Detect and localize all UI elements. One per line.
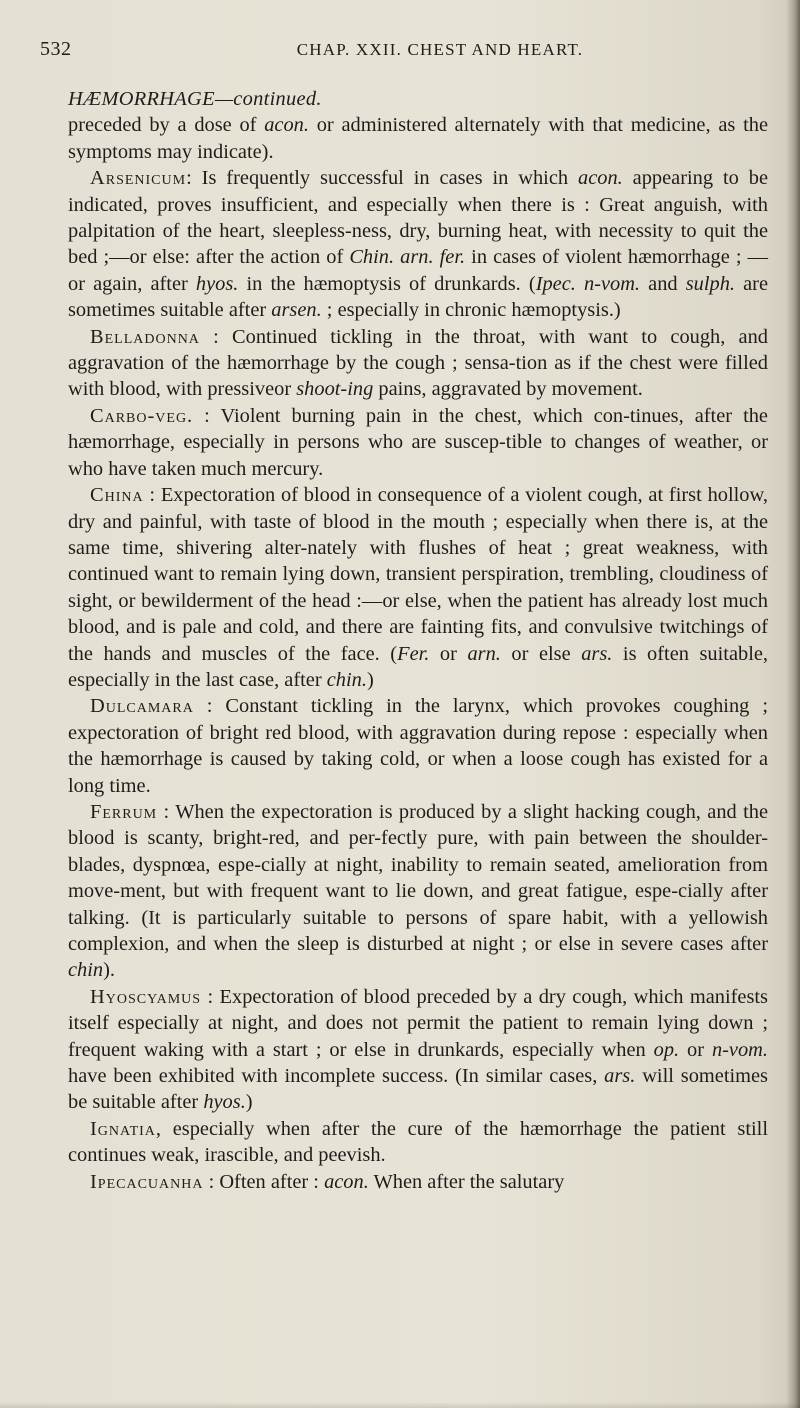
text-run: in cases of violent hæmorrhage ; —or again, after: [68, 246, 768, 295]
text-run: and: [640, 272, 686, 295]
italic-run: hyos.: [195, 272, 239, 295]
text-run: : Is frequently successful in cases in which: [186, 167, 578, 190]
intro-paragraph: [68, 112, 768, 165]
text-run: : Expectoration of blood in consequence of a violent cough, at first hollow, dry and painful, with taste of blood in the mouth ; especially when there is, at the same time, shivering alter-nately with flushes of heat ; great weakness, with continued want to remain lying down, transient perspiration, trembling, cloudiness of sight, or bewilderment of the head :—or else, when the patient has already lost much blood, and is pale and cold, and there are fainting fits, and convulsive twitchings of the hands and muscles of the face. (: [68, 484, 768, 665]
page-body: [68, 86, 768, 1195]
text-run: , especially when after the cure of the hæmorrhage the patient still continues weak, irascible, and peevish.: [68, 1117, 768, 1167]
italic-run: Fer.: [397, 642, 430, 665]
page-bottom-shade: [0, 1402, 800, 1408]
remedy-entry-ipecacuanha: [68, 1169, 768, 1195]
text-run: ): [366, 668, 374, 691]
italic-run: chin: [68, 959, 104, 982]
text-run: : Violent burning pain in the chest, which con-tinues, after the hæmorrhage, especially in persons who are suscep-tible to changes of weather, or who have taken much mercury.: [68, 404, 768, 480]
italic-run: arsen.: [271, 299, 322, 322]
text-run: or else: [500, 642, 582, 665]
remedy-name: Carbo-veg.: [90, 404, 194, 427]
italic-run: op.: [653, 1038, 680, 1061]
text-run: : Often after :: [203, 1170, 325, 1193]
italic-run: arn.: [467, 642, 501, 665]
remedy-name: Dulcamara: [90, 695, 194, 718]
section-title: HÆMORRHAGE—continued.: [68, 88, 322, 110]
italic-run: acon.: [324, 1170, 369, 1193]
text-run: is often suitable, especially in the last case, after: [68, 642, 769, 691]
italic-run: chin.: [326, 668, 367, 691]
section-heading: [68, 86, 768, 112]
text-run: : Continued tickling in the throat, with want to cough, and aggravation of the hæmorrhage by the cough ; sensa-tion as if the chest were filled with blood, with pressiveor: [68, 325, 768, 401]
remedy-name: Arsenicum: [90, 167, 187, 190]
italic-run: n-vom.: [711, 1038, 768, 1061]
text-run: or: [679, 1038, 712, 1061]
text-run: have been exhibited with incomplete success. (In similar cases,: [68, 1065, 605, 1088]
text-run: ; especially in chronic hæmoptysis.): [321, 299, 621, 322]
italic-run: acon.: [264, 114, 309, 137]
remedy-entry-ignatia: [68, 1116, 768, 1169]
italic-run: shoot-ing: [296, 378, 374, 401]
text-run: : Constant tickling in the larynx, which provokes coughing ; expectoration of bright red blood, with aggravation during repose : especially when the hæmorrhage is caused by taking cold, or when a loose cough has existed for a long time.: [68, 695, 768, 797]
italic-run: Ipec. n-vom.: [535, 272, 641, 295]
text-run: pains, aggravated by movement.: [373, 378, 643, 401]
italic-run: hyos.: [203, 1091, 246, 1114]
italic-run: sulph.: [685, 272, 735, 295]
text-run: When after the salutary: [368, 1170, 565, 1193]
text-run: will sometimes be suitable after: [68, 1065, 768, 1114]
remedy-name: China: [90, 484, 144, 507]
text-run: : Expectoration of blood preceded by a dry cough, which manifests itself especially at night, and does not permit the patient to remain lying down ; frequent waking with a start ; or else in drunkards, especially when: [68, 985, 768, 1061]
running-head: CHAP. XXII. CHEST AND HEART.: [296, 40, 584, 59]
text-run: or: [429, 642, 468, 665]
text-run: ).: [103, 959, 115, 982]
text-run: in the hæmoptysis of drunkards. (: [238, 272, 536, 295]
text-run: appearing to be indicated, proves insufficient, and especially when there is : Great anguish, with palpitation of the heart, sleepless-ness, dry, burning heat, with necessity to quit the bed ;—or else: after the action of: [68, 167, 768, 269]
italic-run: ars.: [604, 1065, 636, 1088]
remedy-name: Hyoscyamus: [90, 985, 202, 1008]
text-run: or administered alternately with that medicine, as the symptoms may indicate).: [68, 114, 768, 163]
italic-run: ars.: [581, 642, 613, 665]
remedy-entry-dulcamara: [68, 693, 768, 799]
page-header: [40, 38, 780, 78]
remedy-entry-arsenicum: [68, 165, 768, 323]
remedy-name: Belladonna: [90, 325, 200, 348]
remedy-entry-china: [68, 482, 768, 693]
text-run: : When the expectoration is produced by a slight hacking cough, and the blood is scanty, bright-red, and per-fectly pure, with pain between the shoulder-blades, dyspnœa, espe-cially at night, inability to remain seated, amelioration from move-ment, but with frequent want to lie down, and great fatigue, espe-cially after talking. (It is particularly suitable to persons of spare habit, with a yellowish complexion, and when the sleep is disturbed at night ; or else in severe cases after: [68, 800, 768, 955]
italic-run: acon.: [578, 167, 623, 190]
remedy-entry-hyoscyamus: [68, 984, 768, 1116]
text-run: preceded by a dose of: [68, 114, 265, 137]
remedy-entry-ferrum: [68, 799, 768, 984]
text-run: are sometimes suitable after: [68, 272, 768, 322]
remedy-name: Ferrum: [90, 800, 158, 823]
page-edge-shadow: [786, 0, 800, 1408]
remedy-entry-carbo-veg: [68, 403, 768, 482]
page-number: 532: [40, 38, 72, 60]
text-run: ): [245, 1091, 253, 1114]
remedy-name: Ipecacuanha: [90, 1170, 204, 1193]
italic-run: Chin. arn. fer.: [349, 246, 466, 269]
remedy-entry-belladonna: [68, 324, 768, 403]
remedy-name: Ignatia: [90, 1117, 156, 1140]
